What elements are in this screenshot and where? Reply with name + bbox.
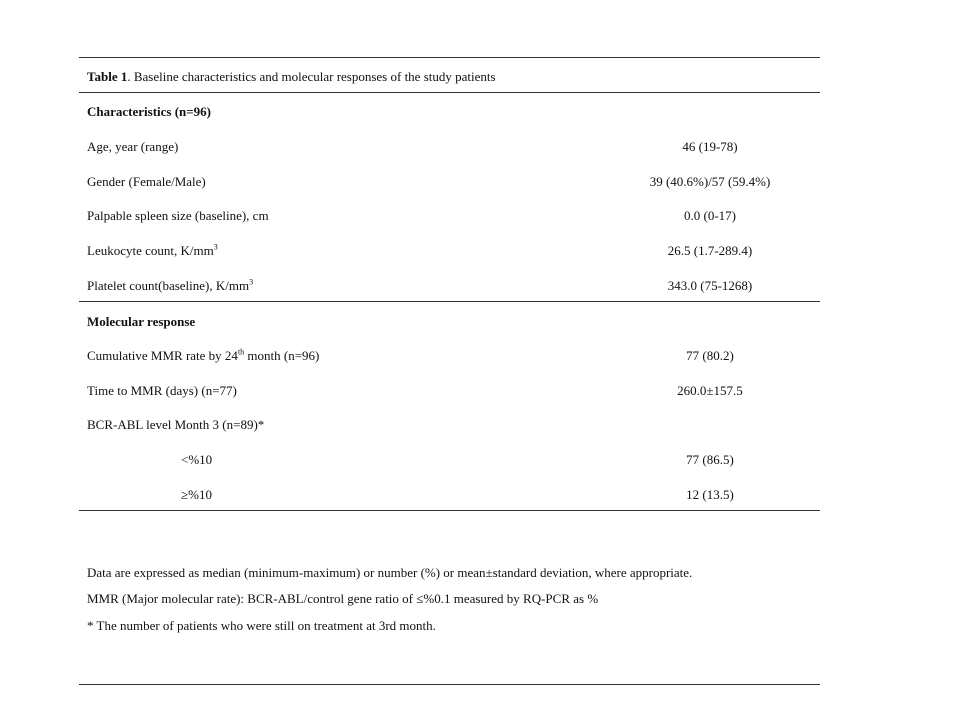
table-caption-label: Table 1 <box>87 69 128 84</box>
row-value: 26.5 (1.7-289.4) <box>667 243 753 258</box>
table-caption-text: . Baseline characteristics and molecular responses of the study patients <box>127 69 496 84</box>
table-row <box>79 346 820 366</box>
row-value: 46 (19-78) <box>682 139 738 154</box>
row-label-sup: 3 <box>249 277 254 287</box>
table-row <box>79 172 820 192</box>
row-label: <%10 <box>181 452 213 467</box>
row-value: 77 (86.5) <box>686 452 734 467</box>
footnote: * The number of patients who were still on treatment at 3rd month. <box>87 618 436 633</box>
table-row <box>79 381 820 401</box>
row-label: Age, year (range) <box>87 139 179 154</box>
row-label: Gender (Female/Male) <box>87 174 206 189</box>
table-bottom-rule <box>79 510 820 511</box>
table-row <box>79 276 820 296</box>
row-value: 77 (80.2) <box>686 348 734 363</box>
section-characteristics-header <box>79 102 820 122</box>
table-top-rule <box>79 57 820 58</box>
row-label: Time to MMR (days) (n=77) <box>87 383 237 398</box>
table-row <box>79 485 820 505</box>
row-value: 343.0 (75-1268) <box>667 278 753 293</box>
row-label-post: month (n=96) <box>244 348 320 363</box>
row-label: BCR-ABL level Month 3 (n=89)* <box>87 417 265 432</box>
row-label: Platelet count(baseline), K/mm <box>87 278 250 293</box>
section-rule <box>79 301 820 302</box>
row-value: 260.0±157.5 <box>677 383 743 398</box>
section-molecular-header <box>79 312 820 332</box>
row-label: Palpable spleen size (baseline), cm <box>87 208 269 223</box>
section-title: Molecular response <box>87 314 196 329</box>
row-label-pre: Cumulative MMR rate by 24 <box>87 348 238 363</box>
caption-rule <box>79 92 820 93</box>
row-label-sup: 3 <box>213 242 218 252</box>
footnote: Data are expressed as median (minimum-maximum) or number (%) or mean±standard deviation, where appropriate. <box>87 565 693 580</box>
page-bottom-rule <box>79 684 820 685</box>
table-row <box>79 450 820 470</box>
row-value: 12 (13.5) <box>686 487 734 502</box>
section-title: Characteristics (n=96) <box>87 104 212 119</box>
row-value: 39 (40.6%)/57 (59.4%) <box>649 174 771 189</box>
row-label: ≥%10 <box>181 487 212 502</box>
table-row <box>79 415 820 435</box>
table-row <box>79 137 820 157</box>
footnote: MMR (Major molecular rate): BCR-ABL/control gene ratio of ≤%0.1 measured by RQ-PCR as % <box>87 591 599 606</box>
row-label-wrap <box>87 276 253 296</box>
table-caption <box>79 67 820 87</box>
row-label-wrap <box>87 346 319 366</box>
row-label-sup: th <box>237 347 245 357</box>
row-label-wrap <box>87 241 218 261</box>
row-label: Leukocyte count, K/mm <box>87 243 214 258</box>
table-row <box>79 241 820 261</box>
row-value: 0.0 (0-17) <box>684 208 736 223</box>
table-row <box>79 206 820 226</box>
